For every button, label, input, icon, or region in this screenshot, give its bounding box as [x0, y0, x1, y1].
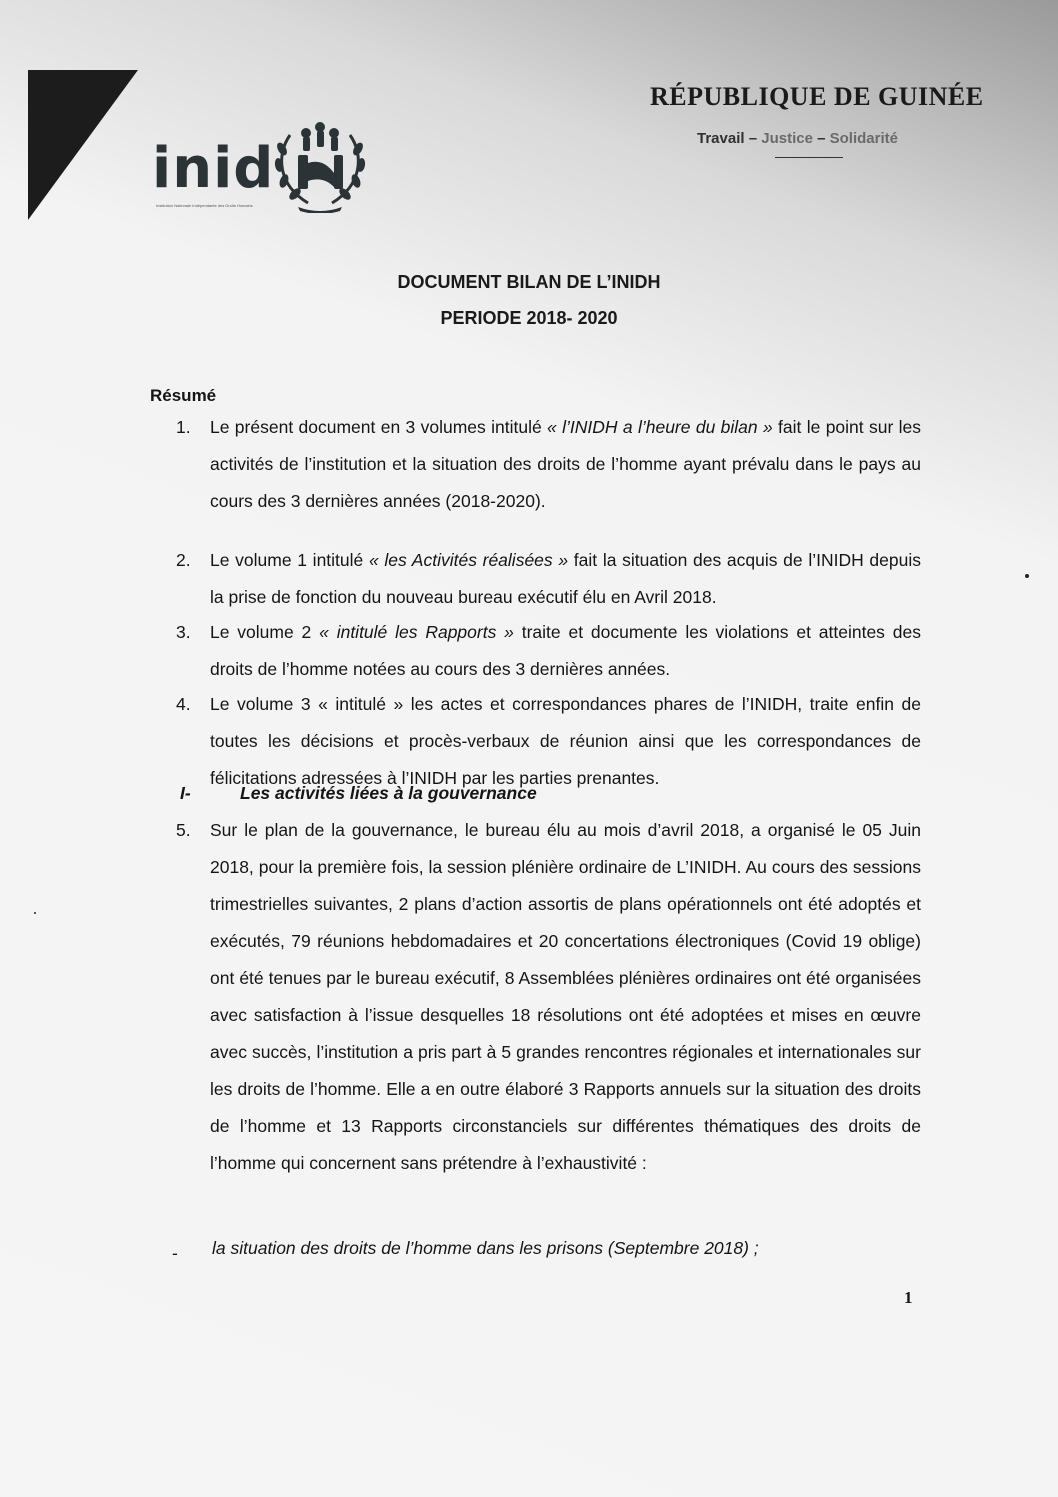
paragraph-number: 3.	[176, 622, 191, 642]
paragraph-number: 5.	[176, 820, 191, 840]
document-title: DOCUMENT BILAN DE L’INIDH	[397, 272, 661, 292]
paragraph-number: 2.	[176, 550, 191, 570]
inidh-logo	[150, 115, 390, 215]
paragraph-number: 4.	[176, 694, 191, 714]
motto-underline	[775, 157, 843, 158]
resume-heading: Résumé	[150, 386, 217, 405]
laurel-emblem-icon	[268, 115, 372, 213]
page-number: 1	[904, 1288, 913, 1307]
logo-text: inid	[152, 136, 275, 201]
republic-title: RÉPUBLIQUE DE GUINÉE	[650, 82, 984, 111]
scan-corner-shadow	[28, 70, 138, 220]
document-period: PERIODE 2018- 2020	[440, 308, 618, 328]
paragraph-text: Le présent document en 3 volumes intitulé « l’INIDH a l’heure du bilan » fait le point sur les activités de l’institution et la situation des droits de l’homme ayant prévalu dans le pays au cours des 3 dernières années (2018-2020).	[210, 417, 922, 511]
section-title: Les activités liées à la gouvernance	[240, 783, 537, 803]
paragraph-text: Le volume 2 « intitulé les Rapports » traite et documente les violations et atteintes des droits de l’homme notées au cours des 3 dernières années.	[210, 622, 921, 679]
paragraph-number: 1.	[176, 417, 191, 437]
motto-justice: Justice	[761, 130, 813, 147]
motto-dash: –	[744, 130, 762, 147]
motto-work: Travail	[697, 130, 745, 147]
bullet-dash: -	[172, 1243, 178, 1263]
motto-dash: –	[812, 130, 830, 147]
paragraph-text: Sur le plan de la gouvernance, le bureau élu au mois d’avril 2018, a organisé le 05 Juin 2018, pour la première fois, la session plénière ordinaire de L’INIDH. Au cours des sessions trimestrielles suivantes, 2 plans d’action assortis de plans opérationnels ont été adoptés et exécutés, 79 réunions hebdomadaires et 20 concertations électroniques (Covid 19 oblige) ont été tenues par le bureau exécutif, 8 Assemblées plénières ordinaires ont été organisées avec satisfaction à l’issue desquelles 18 résolutions ont été adoptées et mises en œuvre avec succès, l’institution a pris part à 5 grandes rencontres régionales et internationales sur les droits de l’homme. Elle a en outre élaboré 3 Rapports annuels sur la situation des droits de l’homme et 13 Rapports circonstanciels sur différentes thématiques des droits de l’homme qui concernent sans prétendre à l’exhaustivité :	[210, 820, 921, 1173]
scan-speck	[1025, 574, 1029, 578]
bullet-item: la situation des droits de l’homme dans les prisons (Septembre 2018) ;	[212, 1238, 759, 1258]
logo-caption: Institution Nationale Indépendante des Droits Humains	[156, 203, 253, 208]
paragraph-text: Le volume 1 intitulé « les Activités réalisées » fait la situation des acquis de l’INIDH depuis la prise de fonction du nouveau bureau exécutif élu en Avril 2018.	[210, 550, 921, 607]
scan-speck	[34, 912, 36, 914]
section-number: I-	[180, 783, 191, 803]
republic-motto	[697, 130, 898, 147]
motto-solidarity: Solidarité	[829, 130, 898, 147]
paragraph-text: Le volume 3 « intitulé » les actes et correspondances phares de l’INIDH, traite enfin de toutes les décisions et procès-verbaux de réunion ainsi que les correspondances de félicitations adressées à l’INIDH par les parties prenantes.	[210, 694, 921, 788]
